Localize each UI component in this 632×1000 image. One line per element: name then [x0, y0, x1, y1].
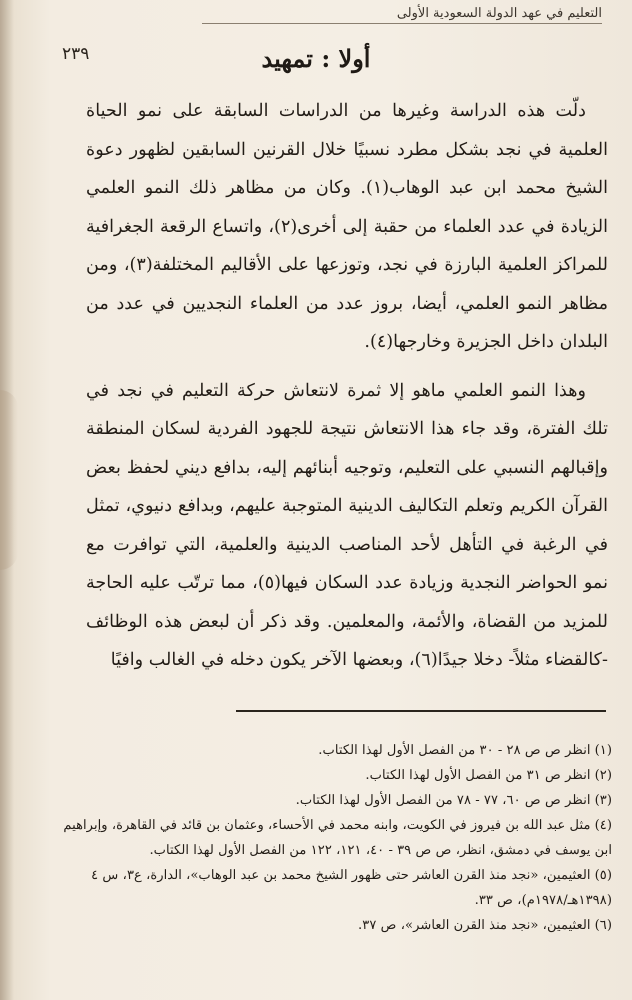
footnote-number: (٣) [594, 793, 612, 808]
footnote [60, 763, 612, 788]
footnote-text: انظر ص ٣١ من الفصل الأول لهذا الكتاب. [365, 768, 591, 783]
footnote-text: العثيمين، «نجد منذ القرن العاشر»، ص ٣٧. [358, 918, 591, 933]
body-text [86, 92, 608, 680]
footnote-text: انظر ص ص ٢٨ - ٣٠ من الفصل الأول لهذا الكتاب. [318, 743, 591, 758]
section-title: أولا : تمهيد [261, 44, 371, 73]
footnote-number: (٥) [594, 868, 612, 883]
footnote-text: مثل عبد الله بن فيروز في الكويت، وابنه محمد في الأحساء، وعثمان بن قائد في القاهرة، وإبراهيم ابن يوسف في دمشق، انظر، ص ص ٣٩ - ٤٠، ١٢١، ١٢٢ من الفصل الأول لهذا الكتاب. [63, 818, 612, 858]
footnote [60, 863, 612, 913]
footnote-text: انظر ص ص ٦٠، ٧٧ - ٧٨ من الفصل الأول لهذا الكتاب. [295, 793, 591, 808]
paragraph-2: وهذا النمو العلمي ماهو إلا ثمرة لانتعاش حركة التعليم في نجد في تلك الفترة، وقد جاء هذا الانتعاش نتيجة للجهود الفردية لسكان المنطقة وإقبالهم النسبي على التعليم، وتوجيه أبنائهم إليه، بدافع ديني لحفظ بعض القرآن الكريم وتعلم التكاليف الدينية المتوجبة عليهم، وبدافع دنيوي، تمثل في الرغبة في التأهل لأحد المناصب الدينية والعلمية، التي توافرت مع نمو الحواضر النجدية وزيادة عدد السكان فيها(٥)، مما ترتّب عليه الحاجة للمزيد من القضاة، والأئمة، والمعلمين. وقد ذكر أن لبعض هذه الوظائف -كالقضاء مثلاً- دخلا جيدًا(٦)، وبعضها الآخر يكون دخله في الغالب وافيًا [86, 380, 609, 670]
footnote-number: (٤) [594, 818, 612, 833]
footnote-number: (١) [594, 743, 612, 758]
footnote-number: (٢) [594, 768, 612, 783]
running-header: التعليم في عهد الدولة السعودية الأولى [202, 6, 602, 24]
finger-shadow [0, 390, 18, 570]
footnote [60, 788, 612, 813]
footnote-text: العثيمين، «نجد منذ القرن العاشر حتى ظهور الشيخ محمد بن عبد الوهاب»، الدارة، ع٣، س ٤ (١٣٩٨هـ/١٩٧٨م)، ص ٣٣. [91, 868, 612, 908]
page-number: ٢٣٩ [62, 44, 90, 64]
footnote [60, 813, 612, 863]
footnotes [60, 738, 612, 938]
paragraph-1: دلّت هذه الدراسة وغيرها من الدراسات السابقة على نمو الحياة العلمية في نجد بشكل مطرد نسبيًا خلال القرنين السابقين لظهور دعوة الشيخ محمد ابن عبد الوهاب(١). وكان من مظاهر ذلك النمو العلمي الزيادة في عدد العلماء من حقبة إلى أخرى(٢)، واتساع الرقعة الجغرافية للمراكز العلمية البارزة في نجد، وتوزعها على الأقاليم المختلفة(٣)، ومن مظاهر النمو العلمي، أيضا، بروز عدد من العلماء النجديين في عدد من البلدان داخل الجزيرة وخارجها(٤). [86, 101, 609, 352]
footnote [60, 738, 612, 763]
footnote-number: (٦) [594, 918, 612, 933]
footnote-rule [236, 710, 606, 712]
footnote [60, 913, 612, 938]
